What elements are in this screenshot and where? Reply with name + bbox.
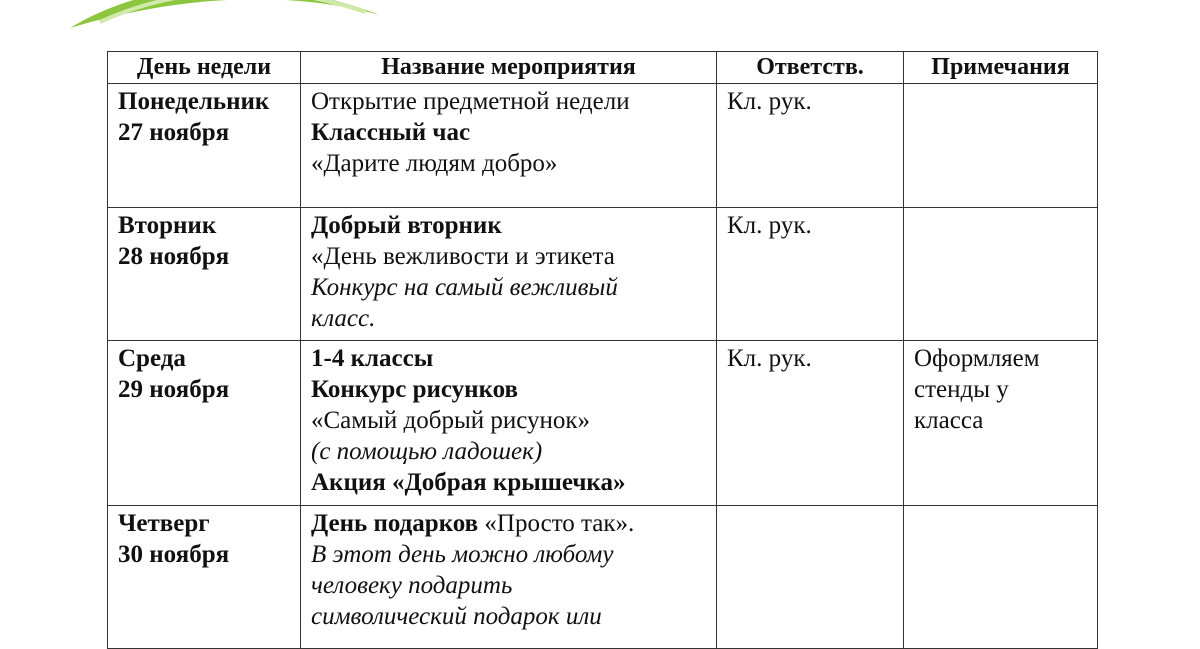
responsible-cell: Кл. рук. (717, 208, 904, 341)
day-name: Четверг (118, 510, 210, 537)
responsible-cell: Кл. рук. (717, 341, 904, 506)
event-line: 1-4 классы (311, 345, 434, 372)
table-row (108, 506, 1098, 649)
event-cell (301, 84, 717, 208)
day-cell (108, 208, 301, 341)
event-line: Классный час (311, 119, 471, 146)
schedule-table (107, 51, 1098, 649)
day-cell (108, 341, 301, 506)
table-row (108, 341, 1098, 506)
header-responsible: Ответств. (717, 52, 904, 84)
notes-cell (904, 208, 1098, 341)
event-line: «День вежливости и этикета (311, 243, 615, 270)
event-line: человеку подарить (311, 572, 513, 599)
header-day: День недели (108, 52, 301, 84)
responsible-cell (717, 506, 904, 649)
event-line: Добрый вторник (311, 212, 502, 239)
notes-line: стенды у (914, 376, 1009, 403)
event-line: Конкурс на самый вежливый (311, 274, 618, 301)
table-row (108, 84, 1098, 208)
notes-line: Оформляем (914, 345, 1040, 372)
notes-cell (904, 506, 1098, 649)
day-date: 29 ноября (118, 376, 230, 403)
event-line: символический подарок или (311, 603, 602, 630)
event-cell (301, 341, 717, 506)
event-line: Конкурс рисунков (311, 376, 519, 403)
table-row (108, 208, 1098, 341)
day-cell (108, 84, 301, 208)
day-name: Понедельник (118, 88, 270, 115)
event-line (311, 508, 706, 539)
responsible-cell: Кл. рук. (717, 84, 904, 208)
day-name: Вторник (118, 212, 217, 239)
event-cell (301, 208, 717, 341)
event-line: В этот день можно любому (311, 541, 614, 568)
event-cell (301, 506, 717, 649)
event-line: Акция «Добрая крышечка» (311, 469, 626, 496)
event-line: класс. (311, 305, 376, 332)
event-line: «Дарите людям добро» (311, 150, 558, 177)
day-date: 30 ноября (118, 541, 230, 568)
table-header-row (108, 52, 1098, 84)
header-event: Название мероприятия (301, 52, 717, 84)
event-line-bold: День подарков (311, 510, 479, 537)
event-line: Открытие предметной недели (311, 88, 630, 115)
day-date: 28 ноября (118, 243, 230, 270)
day-cell (108, 506, 301, 649)
event-line: (с помощью ладошек) (311, 438, 543, 465)
day-date: 27 ноября (118, 119, 230, 146)
header-notes: Примечания (904, 52, 1098, 84)
day-name: Среда (118, 345, 186, 372)
event-line: «Самый добрый рисунок» (311, 407, 591, 434)
green-leaf-decoration (60, 0, 390, 30)
notes-cell (904, 84, 1098, 208)
notes-line: класса (914, 407, 984, 434)
notes-cell (904, 341, 1098, 506)
event-line-rest: «Просто так». (478, 510, 635, 537)
